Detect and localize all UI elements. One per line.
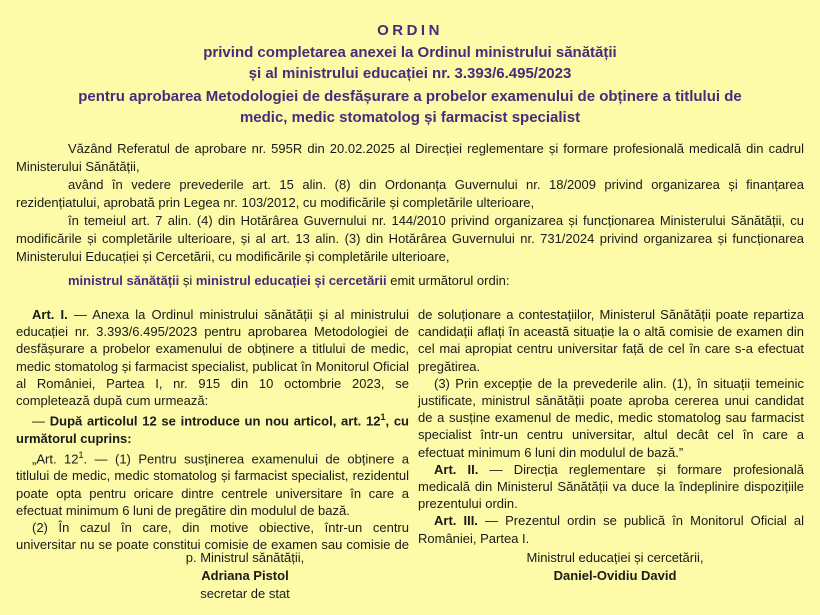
title-line-4: pentru aprobarea Metodologiei de desfășurare a probelor examenului de obținere a titlului de bbox=[78, 88, 742, 105]
insertion-heading bbox=[16, 409, 409, 447]
signature-left-name: Adriana Pistol bbox=[201, 568, 289, 583]
signature-left bbox=[130, 549, 360, 603]
article-2 bbox=[418, 461, 804, 513]
article-12-1-paragraph-1 bbox=[16, 447, 409, 519]
preamble-temeiul: în temeiul art. 7 alin. (4) din Hotărârea Guvernului nr. 144/2010 privind organizarea și funcționarea Ministerului Sănătății, cu modificările și completările ulterioare, și al art. 13 alin. (3) din Hotărârea Guvernului nr. 731/2024 privind organizarea și funcționarea Ministerului Educației și Cercetării, cu modificările și completările ulterioare, bbox=[16, 213, 804, 264]
article-12-1-paragraph-3: (3) Prin excepție de la prevederile alin. (1), în situații temeinic justificate, ministrul sănătății poate aproba cererea unui candidat de a susține examenul de medic, medic stomatolog sau farmacist specialist într-un centru universitar, altul decât cel în care a efectuat minimum 6 luni din modulul de bază.” bbox=[418, 375, 804, 460]
insertion-dash: — bbox=[32, 413, 50, 429]
title-line-5: medic, medic stomatolog și farmacist specialist bbox=[239, 109, 581, 126]
body-left-column bbox=[16, 306, 409, 553]
article-12-1-start: „Art. 12 bbox=[32, 451, 79, 467]
article-12-1-p1: . — (1) Pentru susținerea examenului de obținere a titlului de medic, medic stomatolog și farmacist specialist, rezidentul poate opta pentru oricare dintre centrele universitare în care a efectuat minimum 6 luni de pregătire din modulul de bază. bbox=[16, 451, 409, 518]
title-line-3: și al ministrului educației nr. 3.393/6.495/2023 bbox=[248, 65, 572, 82]
insertion-heading-sup: 1 bbox=[380, 412, 386, 423]
article-3-label: Art. III. bbox=[434, 513, 478, 529]
issuer-health-minister: ministrul sănătății bbox=[68, 273, 180, 288]
signature-left-title: secretar de stat bbox=[200, 586, 290, 601]
preamble-legal-basis: având în vedere prevederile art. 15 alin. (8) din Ordonanța Guvernului nr. 18/2009 privind organizarea și finanțarea rezidențiatului, aprobată prin Legea nr. 103/2012, cu modificările și completările ulterioare, bbox=[16, 177, 804, 210]
title-line-2: privind completarea anexei la Ordinul ministrului sănătății bbox=[203, 44, 617, 61]
enacting-conjunction: și bbox=[179, 273, 196, 288]
signature-left-role: p. Ministrul sănătății, bbox=[185, 550, 305, 565]
article-12-1-sup: 1 bbox=[78, 449, 84, 460]
article-1-label: Art. I. bbox=[32, 307, 68, 322]
signature-right-role: Ministrul educației și cercetării, bbox=[526, 550, 704, 565]
article-2-label: Art. II. bbox=[434, 461, 479, 477]
article-3 bbox=[418, 512, 804, 546]
signature-right bbox=[470, 549, 760, 585]
body-right-column bbox=[418, 306, 804, 547]
enacting-text: emit următorul ordin: bbox=[386, 273, 510, 288]
article-12-1-paragraph-2-continued: de soluționare a contestațiilor, Ministerul Sănătății poate repartiza candidații aflați în această situație la o altă comisie de examen din cel mai apropiat centru universitar față de cel în care s-a efectuat pregătirea. bbox=[418, 307, 804, 374]
article-1-text: — Anexa la Ordinul ministrului sănătății și al ministrului educației nr. 3.393/6.495/2023 pentru aprobarea Metodologiei de desfășurare a probelor examenului de obținere a titlului de medic, medic stomatolog și farmacist specialist, publicat în Monitorul Oficial al României, Partea I, nr. 915 din 10 octombrie 2023, se completează după cum urmează: bbox=[16, 307, 409, 409]
insertion-heading-end: , cu următorul cuprins: bbox=[16, 413, 409, 446]
enacting-clause bbox=[16, 272, 804, 290]
article-12-1-paragraph-2: (2) În cazul în care, din motive obiective, într-un centru universitar nu se poate constitui comisie de examen sau comisie de bbox=[16, 520, 409, 553]
preamble-referat: Văzând Referatul de aprobare nr. 595R din 20.02.2025 al Direcției reglementare și formare profesională medicală din cadrul Ministerului Sănătății, bbox=[16, 141, 804, 174]
signature-right-name: Daniel-Ovidiu David bbox=[553, 568, 677, 583]
article-2-text: — Direcția reglementare și formare profesională medicală din Ministerul Sănătății va duce la îndeplinire dispozițiile prezentului ordin. bbox=[418, 461, 804, 512]
article-1 bbox=[16, 306, 409, 409]
issuer-education-minister: ministrul educației și cercetării bbox=[195, 273, 387, 288]
article-3-text: — Prezentul ordin se publică în Monitorul Oficial al României, Partea I. bbox=[418, 513, 804, 546]
insertion-heading-text: După articolul 12 se introduce un nou articol, art. 12 bbox=[49, 413, 381, 429]
document-type-title: ORDIN bbox=[377, 22, 443, 39]
